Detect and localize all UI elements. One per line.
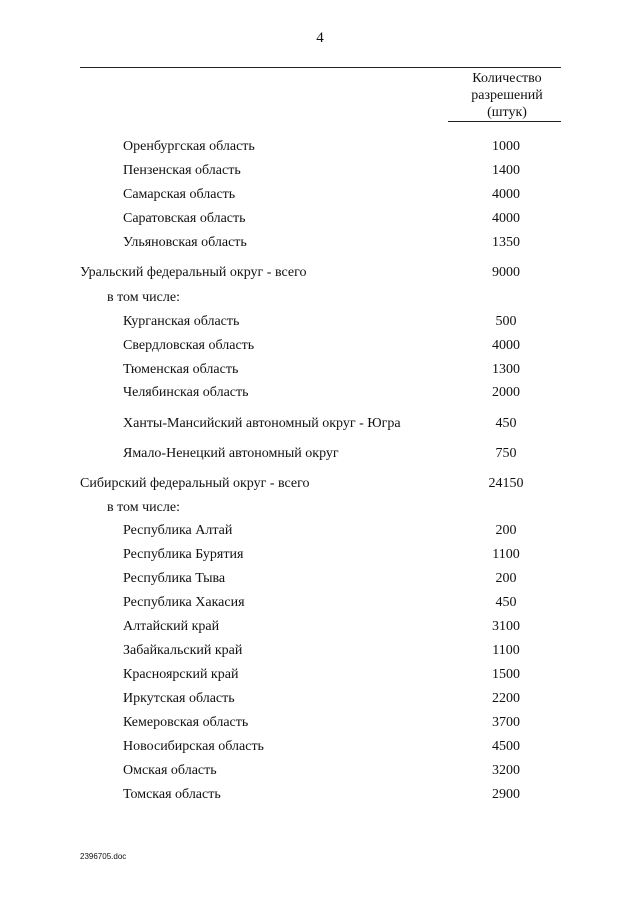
permit-count: 4000: [492, 338, 520, 353]
document-code: 2396705.doc: [80, 852, 127, 861]
permit-count: 2900: [492, 787, 520, 802]
table-row: [0, 185, 640, 205]
page-number: 4: [316, 30, 324, 46]
region-name: Красноярский край: [123, 667, 239, 682]
table-row-including: [0, 288, 640, 308]
table-row: [0, 545, 640, 565]
permit-count: 4000: [492, 187, 520, 202]
table-row: [0, 414, 640, 434]
including-label: в том числе:: [107, 500, 180, 515]
district-name: Уральский федеральный округ - всего: [80, 265, 307, 280]
column-header-line: Количество: [472, 71, 542, 86]
table-top-rule: [80, 67, 561, 68]
permit-count: 750: [495, 446, 517, 461]
table-row: [0, 312, 640, 332]
permit-count: 3100: [492, 619, 520, 634]
region-name: Республика Хакасия: [123, 595, 245, 610]
permit-count: 1100: [492, 643, 520, 658]
table-row: [0, 383, 640, 403]
permit-count: 200: [495, 571, 517, 586]
table-row-district-total: [0, 474, 640, 494]
table-row: [0, 689, 640, 709]
permit-count: 1350: [492, 235, 520, 250]
including-label: в том числе:: [107, 290, 180, 305]
permit-count: 1400: [492, 163, 520, 178]
table-row: [0, 444, 640, 464]
table-row: [0, 209, 640, 229]
column-header-line: разрешений: [471, 88, 543, 103]
table-row: [0, 785, 640, 805]
region-name: Пензенская область: [123, 163, 241, 178]
region-name: Республика Тыва: [123, 571, 226, 586]
region-name: Оренбургская область: [123, 139, 255, 154]
region-name: Ямало-Ненецкий автономный округ: [123, 446, 339, 461]
permit-count: 4500: [492, 739, 520, 754]
permit-count: 200: [495, 523, 517, 538]
region-name: Свердловская область: [123, 338, 255, 353]
region-name: Новосибирская область: [123, 739, 264, 754]
permit-count: 2200: [492, 691, 520, 706]
column-header-line: (штук): [487, 105, 527, 120]
permit-count: 1300: [492, 362, 520, 377]
table-row: [0, 360, 640, 380]
permit-count: 1100: [492, 547, 520, 562]
permit-count: 3700: [492, 715, 520, 730]
table-row-district-total: [0, 263, 640, 283]
column-header-rule: [448, 121, 561, 122]
region-name: Тюменская область: [123, 362, 239, 377]
table-row: [0, 521, 640, 541]
table-row: [0, 761, 640, 781]
region-name: Самарская область: [123, 187, 236, 202]
region-name: Курганская область: [123, 314, 240, 329]
table-row: [0, 665, 640, 685]
table-row: [0, 233, 640, 253]
column-header-permits-count: [448, 70, 566, 121]
table-row: [0, 336, 640, 356]
table-row: [0, 641, 640, 661]
region-name: Республика Алтай: [123, 523, 233, 538]
table-row-including: [0, 498, 640, 518]
district-name: Сибирский федеральный округ - всего: [80, 476, 310, 491]
region-name: Томская область: [123, 787, 221, 802]
table-row: [0, 569, 640, 589]
permit-count: 450: [495, 595, 517, 610]
table-row: [0, 617, 640, 637]
region-name: Саратовская область: [123, 211, 246, 226]
permit-count: 1500: [492, 667, 520, 682]
permit-count: 3200: [492, 763, 520, 778]
table-row: [0, 161, 640, 181]
permit-count: 9000: [492, 265, 520, 280]
table-row: [0, 737, 640, 757]
region-name: Алтайский край: [123, 619, 220, 634]
table-row: [0, 713, 640, 733]
permit-count: 500: [495, 314, 517, 329]
region-name: Забайкальский край: [123, 643, 243, 658]
region-name: Кемеровская область: [123, 715, 249, 730]
region-name: Ульяновская область: [123, 235, 247, 250]
permit-count: 2000: [492, 385, 520, 400]
permit-count: 24150: [488, 476, 524, 491]
permit-count: 1000: [492, 139, 520, 154]
region-name: Челябинская область: [123, 385, 249, 400]
region-name: Ханты-Мансийский автономный округ - Югра: [123, 416, 401, 431]
region-name: Республика Бурятия: [123, 547, 244, 562]
table-row: [0, 137, 640, 157]
region-name: Омская область: [123, 763, 217, 778]
table-row: [0, 593, 640, 613]
permit-count: 4000: [492, 211, 520, 226]
region-name: Иркутская область: [123, 691, 235, 706]
permit-count: 450: [495, 416, 517, 431]
